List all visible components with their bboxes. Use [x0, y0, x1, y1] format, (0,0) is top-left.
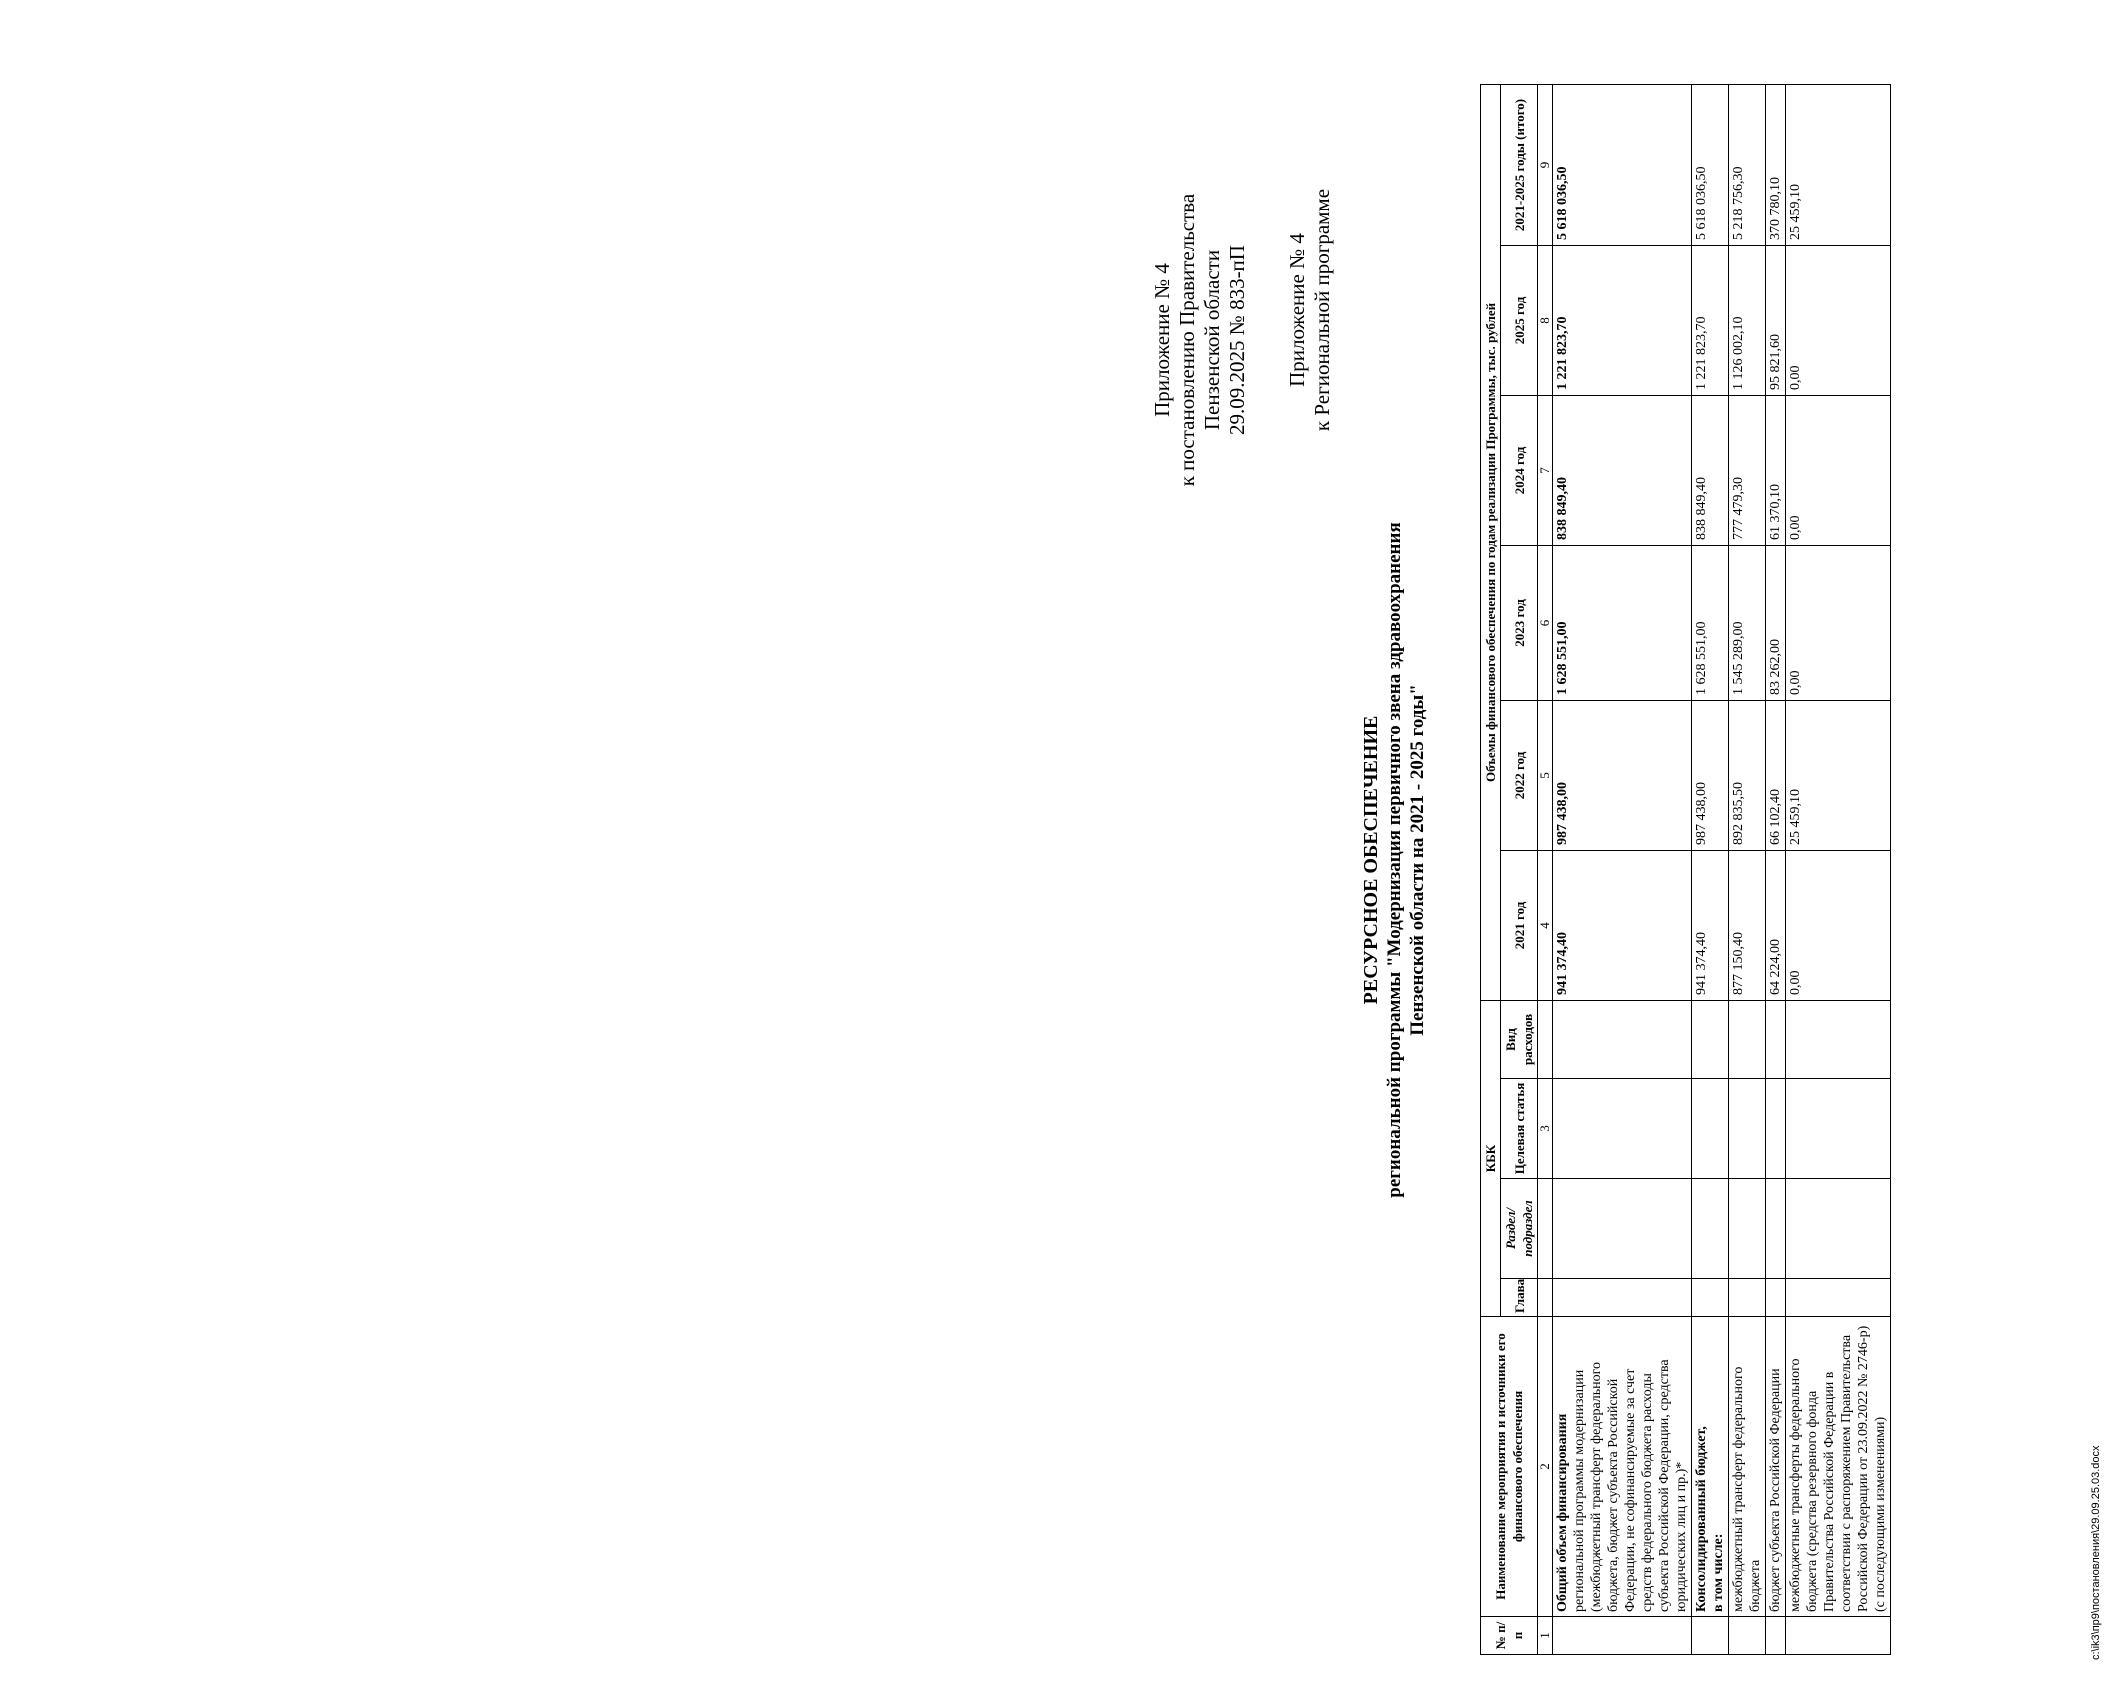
row-kbk-cell — [1786, 1079, 1891, 1179]
colnum-6: 6 — [1538, 545, 1553, 700]
table-row — [1692, 84, 1729, 1654]
header-total: 2021-2025 годы (итого) — [1501, 84, 1538, 245]
row-value: 838 849,40 — [1692, 395, 1729, 545]
title-line-3: Пензенской области на 2021 - 2025 годы" — [1407, 684, 1428, 1036]
appendix-program-number: Приложение № 4 — [1285, 233, 1309, 387]
row-kbk-cell — [1692, 1279, 1729, 1317]
row-value: 838 849,40 — [1553, 395, 1692, 545]
title-line-1: РЕСУРСНОЕ ОБЕСПЕЧЕНИЕ — [1360, 715, 1382, 1005]
header-2024: 2024 год — [1501, 395, 1538, 545]
row-value: 95 821,60 — [1766, 245, 1786, 395]
header-2021: 2021 год — [1501, 850, 1538, 1000]
row-kbk-cell — [1766, 1279, 1786, 1317]
colnum-9: 9 — [1538, 84, 1553, 245]
row-name — [1729, 1317, 1766, 1617]
row-value: 1 628 551,00 — [1692, 545, 1729, 700]
row-name-bold: Общий объем финансирования — [1555, 1413, 1570, 1612]
header-2023: 2023 год — [1501, 545, 1538, 700]
row-value: 777 479,30 — [1729, 395, 1766, 545]
appendix-resolution-header — [1150, 130, 1250, 550]
colnum-1: 1 — [1538, 1617, 1553, 1655]
row-value: 1 221 823,70 — [1692, 245, 1729, 395]
row-kbk-cell — [1553, 1179, 1692, 1279]
row-value: 1 126 002,10 — [1729, 245, 1766, 395]
row-value: 83 262,00 — [1766, 545, 1786, 700]
header-vid: Вид расходов — [1501, 1000, 1538, 1078]
header-razdel: Раздел/ подраздел — [1501, 1179, 1538, 1279]
row-value: 64 224,00 — [1766, 850, 1786, 1000]
colnum-2: 2 — [1538, 1317, 1553, 1617]
colnum-3: 3 — [1538, 1079, 1553, 1179]
row-num — [1766, 1617, 1786, 1655]
row-value: 0,00 — [1786, 395, 1891, 545]
row-name-text: региональной программы модернизации (межбюджетный трансферт федерального бюджета, бюджет субъекта Российской Федерации, не софинансируемые за счет средств федерального бюджета расходы субъекта Российской Федерации, средства юридических лиц и пр.)* — [1572, 1359, 1689, 1612]
row-name-text: межбюджетный трансферт федерального бюджета — [1731, 1366, 1763, 1612]
header-num: № п/п — [1481, 1617, 1538, 1655]
row-num — [1786, 1617, 1891, 1655]
header-glava: Глава — [1501, 1279, 1538, 1317]
row-value: 66 102,40 — [1766, 700, 1786, 850]
header-2025: 2025 год — [1501, 245, 1538, 395]
row-value: 0,00 — [1786, 545, 1891, 700]
row-kbk-cell — [1729, 1279, 1766, 1317]
row-name — [1692, 1317, 1729, 1617]
colnum-razdel — [1538, 1179, 1553, 1279]
header-celevaya: Целевая статья — [1501, 1079, 1538, 1179]
table-row — [1729, 84, 1766, 1654]
appendix-program-header — [1285, 130, 1335, 490]
appendix-program-ref: к Региональной программе — [1310, 188, 1334, 432]
row-value: 941 374,40 — [1553, 850, 1692, 1000]
column-number-row — [1538, 84, 1553, 1654]
row-value: 877 150,40 — [1729, 850, 1766, 1000]
row-kbk-cell — [1553, 1279, 1692, 1317]
row-num — [1692, 1617, 1729, 1655]
colnum-7: 7 — [1538, 395, 1553, 545]
header-kbk: КБК — [1481, 1000, 1501, 1316]
row-kbk-cell — [1786, 1000, 1891, 1078]
resource-table — [1480, 84, 1891, 1655]
appendix-region: Пензенской области — [1200, 249, 1224, 431]
row-value: 987 438,00 — [1553, 700, 1692, 850]
row-value: 5 618 036,50 — [1692, 84, 1729, 245]
row-name-text: межбюджетные трансферты федерального бюджета (средства резервного фонда Правительства Российской Федерации в соответствии с распоряжением Правительства Российской Федерации от 23.09.2022 № 2746-р) (с последующими изменениями) — [1788, 1325, 1888, 1612]
appendix-date-number: 29.09.2025 № 833-пП — [1225, 245, 1249, 435]
header-volumes: Объемы финансового обеспечения по годам реализации Программы, тыс. рублей — [1481, 84, 1501, 1000]
row-kbk-cell — [1692, 1000, 1729, 1078]
row-value: 1 628 551,00 — [1553, 545, 1692, 700]
appendix-number: Приложение № 4 — [1150, 263, 1174, 417]
row-value: 5 618 036,50 — [1553, 84, 1692, 245]
table-body — [1553, 84, 1891, 1654]
row-value: 1 545 289,00 — [1729, 545, 1766, 700]
header-row-1 — [1481, 84, 1501, 1654]
colnum-vid — [1538, 1000, 1553, 1078]
row-value: 0,00 — [1786, 245, 1891, 395]
row-num — [1553, 1617, 1692, 1655]
row-name — [1553, 1317, 1692, 1617]
row-name-text: бюджет субъекта Российской Федерации — [1768, 1368, 1783, 1612]
row-name — [1766, 1317, 1786, 1617]
table-row — [1766, 84, 1786, 1654]
row-num — [1729, 1617, 1766, 1655]
colnum-8: 8 — [1538, 245, 1553, 395]
row-kbk-cell — [1553, 1000, 1692, 1078]
row-kbk-cell — [1692, 1079, 1729, 1179]
row-kbk-cell — [1729, 1000, 1766, 1078]
row-value: 892 835,50 — [1729, 700, 1766, 850]
row-value: 1 221 823,70 — [1553, 245, 1692, 395]
row-kbk-cell — [1786, 1279, 1891, 1317]
table-row — [1553, 84, 1692, 1654]
row-kbk-cell — [1766, 1000, 1786, 1078]
header-name: Наименование мероприятия и источники его финансового обеспечения — [1481, 1317, 1538, 1617]
appendix-resolution-ref: к постановлению Правительства — [1175, 193, 1199, 487]
table-row — [1786, 84, 1891, 1654]
document-page — [1090, 40, 2110, 1680]
file-path-footer: c:\ik3\пр9\постановления\29.09.25.03.docx — [2090, 1445, 2102, 1660]
header-2022: 2022 год — [1501, 700, 1538, 850]
row-kbk-cell — [1766, 1179, 1786, 1279]
colnum-5: 5 — [1538, 700, 1553, 850]
colnum-glava — [1538, 1279, 1553, 1317]
row-kbk-cell — [1692, 1179, 1729, 1279]
row-value: 987 438,00 — [1692, 700, 1729, 850]
row-value: 0,00 — [1786, 850, 1891, 1000]
row-value: 370 780,10 — [1766, 84, 1786, 245]
row-kbk-cell — [1786, 1179, 1891, 1279]
row-kbk-cell — [1729, 1079, 1766, 1179]
row-kbk-cell — [1729, 1179, 1766, 1279]
row-value: 25 459,10 — [1786, 700, 1891, 850]
row-value: 25 459,10 — [1786, 84, 1891, 245]
row-kbk-cell — [1553, 1079, 1692, 1179]
document-title — [1360, 40, 1429, 1680]
row-value: 5 218 756,30 — [1729, 84, 1766, 245]
row-name-bold: Консолидированный бюджет, — [1694, 1426, 1709, 1612]
row-value: 61 370,10 — [1766, 395, 1786, 545]
colnum-4: 4 — [1538, 850, 1553, 1000]
row-kbk-cell — [1766, 1079, 1786, 1179]
row-value: 941 374,40 — [1692, 850, 1729, 1000]
title-line-2: региональной программы "Модернизация первичного звена здравоохранения — [1384, 522, 1405, 1198]
row-name — [1786, 1317, 1891, 1617]
row-name-text: в том числе: — [1711, 1533, 1726, 1612]
